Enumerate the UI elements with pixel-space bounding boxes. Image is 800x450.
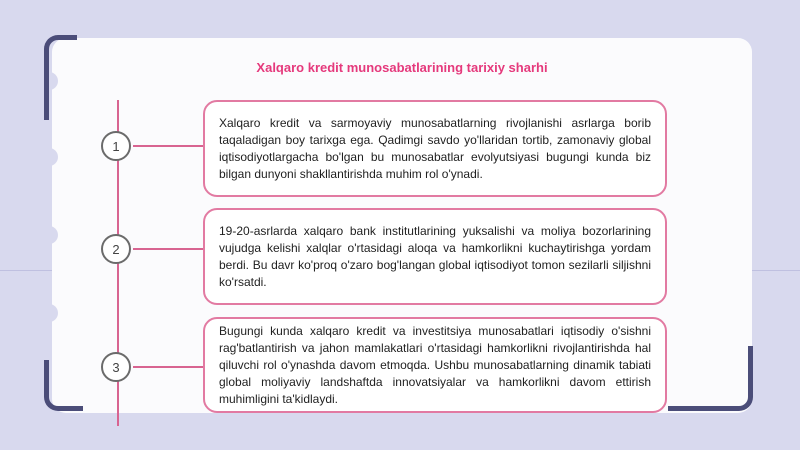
timeline-connector-2 bbox=[133, 248, 203, 250]
card-notch bbox=[40, 226, 58, 244]
timeline-text-1: Xalqaro kredit va sarmoyaviy munosabatlarning rivojlanishi asrlarga borib taqaladigan boy tarixga ega. Qadimgi savdo yo'llaridan tortib, zamonaviy global iqtisodiyotlargacha bo'lgan bu munosabatlar evolyutsiyasi bugungi kunda biz bilgan dunyoni shakllantirishda muhim rol o'ynadi. bbox=[219, 115, 651, 181]
timeline-connector-3 bbox=[133, 366, 203, 368]
timeline-box-2 bbox=[203, 208, 667, 305]
step-number-2: 2 bbox=[101, 234, 131, 264]
frame-corner-top-left bbox=[44, 35, 77, 120]
page-title: Xalqaro kredit munosabatlarining tarixiy sharhi bbox=[256, 60, 548, 75]
step-number-3: 3 bbox=[101, 352, 131, 382]
card-notch bbox=[40, 304, 58, 322]
step-number-1: 1 bbox=[101, 131, 131, 161]
timeline-text-2: 19-20-asrlarda xalqaro bank institutlarining yuksalishi va moliya bozorlarining vujudga kelishi xalqlar o'rtasidagi aloqa va hamkorlikni kuchaytirishga yordam berdi. Bu davr ko'proq o'zaro bog'langan global iqtisodiyot tomon sezilarli siljishni ko'rsatdi. bbox=[219, 223, 651, 289]
timeline-connector-1 bbox=[133, 145, 203, 147]
frame-corner-bottom-left bbox=[44, 360, 83, 411]
timeline-box-1 bbox=[203, 100, 667, 197]
card-notch bbox=[40, 148, 58, 166]
frame-corner-bottom-right bbox=[668, 346, 753, 411]
timeline-text-3: Bugungi kunda xalqaro kredit va investitsiya munosabatlari iqtisodiy o'sishni rag'batlantirish va jahon mamlakatlari o'rtasidagi hamkorlikni rivojlantirishda hal qiluvchi rol o'ynashda davom etmoqda. Ushbu munosabatlarning dinamik tabiati global moliyaviy landshaftda innovatsiyalar va hamkorlikni davom ettirish muhimligini ta'kidlaydi. bbox=[219, 323, 651, 406]
timeline-box-3 bbox=[203, 317, 667, 413]
